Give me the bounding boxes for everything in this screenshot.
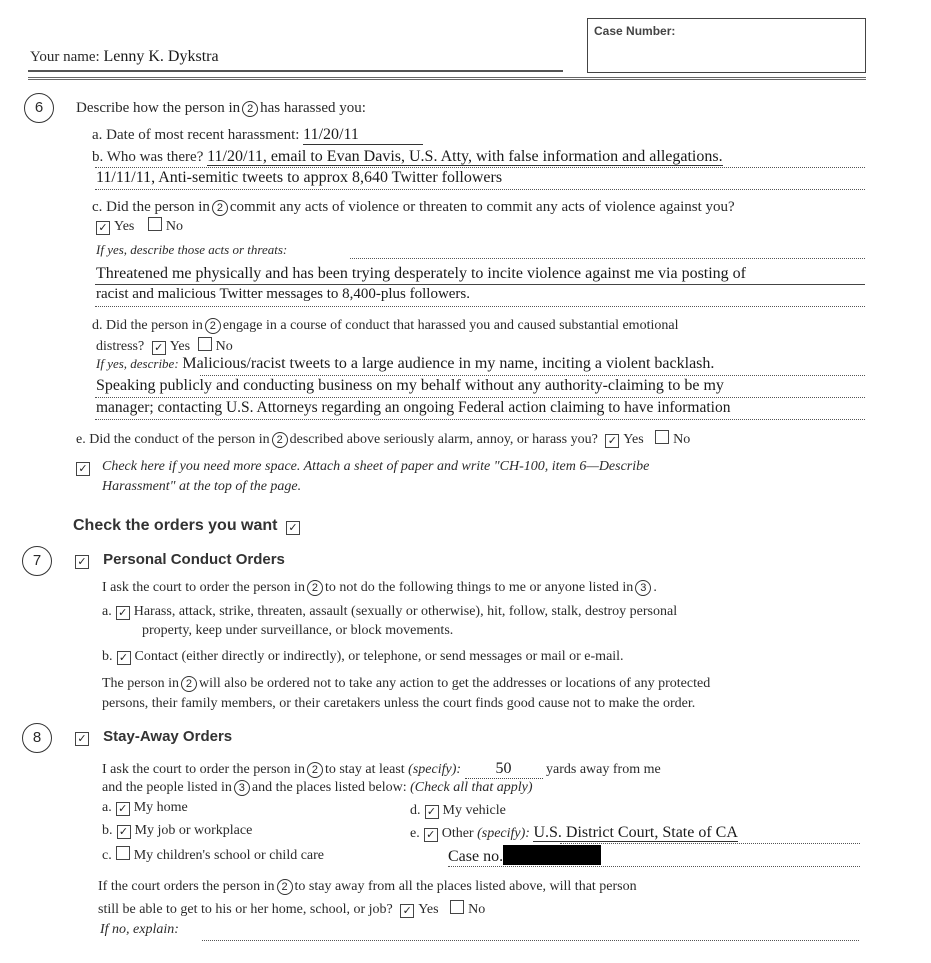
6d-describe-line1[interactable]: Malicious/racist tweets to a large audience in my name, inciting a violent backlash. xyxy=(182,355,715,372)
checkmark-icon: ✓ xyxy=(288,521,298,534)
orders-checkbox[interactable] xyxy=(286,521,300,535)
section-6-number: 6 xyxy=(24,93,54,123)
section-7-intro: I ask the court to order the person in 2 to not do the following things to me or anyone listed in 3 . xyxy=(102,580,657,595)
place-a: a. ✓ My home xyxy=(102,800,188,815)
section-6a: a. Date of most recent harassment: 11/20/11 xyxy=(92,126,423,145)
checkmark-icon: ✓ xyxy=(402,904,412,917)
more-space-checkbox[interactable] xyxy=(76,462,90,476)
place-c: c. My children's school or child care xyxy=(102,848,325,863)
checkmark-icon: ✓ xyxy=(118,651,129,664)
checkmark-icon: ✓ xyxy=(78,462,88,475)
ref-2-icon: 2 xyxy=(307,580,323,596)
6d-describe-line3[interactable]: manager; contacting U.S. Attorneys regarding an ongoing Federal action claiming to have information xyxy=(96,399,731,416)
section-7-title-row xyxy=(71,551,285,569)
place-d-checkbox[interactable] xyxy=(425,805,439,819)
checkmark-icon: ✓ xyxy=(426,805,437,818)
orders-heading: Check the orders you want ✓ xyxy=(73,517,304,535)
6e-yes-checkbox[interactable] xyxy=(605,434,619,448)
6c-yes-checkbox[interactable] xyxy=(96,221,110,235)
6d-no-checkbox[interactable] xyxy=(198,337,212,351)
section-7-number: 7 xyxy=(22,546,52,576)
ref-2-icon: 2 xyxy=(242,101,258,117)
other-place-field[interactable]: U.S. District Court, State of CA xyxy=(533,824,738,841)
who-was-there-line1[interactable]: 11/20/11, email to Evan Davis, U.S. Atty, with false information and allegations. xyxy=(207,148,723,165)
place-e: e. ✓ Other (specify): U.S. District Court, State of CA xyxy=(410,824,738,841)
checkmark-icon: ✓ xyxy=(154,341,164,354)
section-8-intro: I ask the court to order the person in 2 to stay at least (specify): 50 yards away from me xyxy=(102,760,661,777)
place-b: b. ✓ My job or workplace xyxy=(102,823,253,838)
checkmark-icon: ✓ xyxy=(426,828,436,841)
7a-checkbox[interactable] xyxy=(116,606,130,620)
checkmark-icon: ✓ xyxy=(98,221,108,234)
place-b-checkbox[interactable] xyxy=(117,825,131,839)
more-space-row xyxy=(72,459,94,476)
place-e-checkbox[interactable] xyxy=(424,828,438,842)
section-6c: c. Did the person in 2 commit any acts of violence or threaten to commit any acts of violence against you? xyxy=(92,199,735,215)
section-8-title: Stay-Away Orders xyxy=(103,728,233,745)
case-number-label: Case Number: xyxy=(594,24,676,38)
checkmark-icon: ✓ xyxy=(118,802,128,815)
section-7a: a. ✓ Harass, attack, strike, threaten, assault (sexually or otherwise), hit, follow, stalk, destroy personal xyxy=(102,604,678,619)
section-8-title-row xyxy=(71,728,232,746)
place-a-checkbox[interactable] xyxy=(116,802,130,816)
access-yes-checkbox[interactable] xyxy=(400,904,414,918)
ref-3-icon: 3 xyxy=(635,580,651,596)
ref-2-icon: 2 xyxy=(205,318,221,334)
name-label: Your name: xyxy=(30,49,100,65)
case-no-row xyxy=(448,845,601,866)
checkmark-icon: ✓ xyxy=(607,434,617,447)
case-no-label: Case no. xyxy=(448,848,504,865)
6e-no-checkbox[interactable] xyxy=(655,430,669,444)
section-6b: b. Who was there? 11/20/11, email to Evan Davis, U.S. Atty, with false information and allegations. xyxy=(92,148,723,165)
6c-describe-label: If yes, describe those acts or threats: xyxy=(96,242,288,257)
checkmark-icon: ✓ xyxy=(118,606,128,619)
section-7-note-line1: The person in 2 will also be ordered not to take any action to get the addresses or locations of any protected xyxy=(102,676,711,691)
section-8-number: 8 xyxy=(22,723,52,753)
access-line2: still be able to get to his or her home, school, or job? ✓ Yes No xyxy=(98,902,486,917)
section-8-line2: and the people listed in 3 and the places listed below: (Check all that apply) xyxy=(102,780,533,795)
checkmark-icon: ✓ xyxy=(77,555,87,568)
6e-yes-label: Yes xyxy=(623,432,644,447)
section-6d: d. Did the person in 2 engage in a course of conduct that harassed you and caused substantial emotional xyxy=(92,318,679,333)
place-d: d. ✓ My vehicle xyxy=(410,803,506,818)
6c-no-checkbox[interactable] xyxy=(148,217,162,231)
who-was-there-line2[interactable]: 11/11/11, Anti-semitic tweets to approx 8,640 Twitter followers xyxy=(96,169,503,186)
access-line1: If the court orders the person in 2 to stay away from all the places listed above, will that person xyxy=(98,879,637,894)
6d-yes-label: Yes xyxy=(169,339,191,354)
section-6d-options: distress? ✓ Yes No xyxy=(96,339,233,354)
redaction-block xyxy=(503,845,601,865)
section-7a-line2: property, keep under surveillance, or block movements. xyxy=(142,623,454,638)
access-no-checkbox[interactable] xyxy=(450,900,464,914)
date-recent-harassment-field[interactable]: 11/20/11 xyxy=(303,126,423,145)
6d-describe-line2[interactable]: Speaking publicly and conducting business on my behalf without any authority-claiming to be my xyxy=(96,377,724,394)
more-space-line1: Check here if you need more space. Attach a sheet of paper and write "CH-100, item 6—Describe xyxy=(102,459,650,474)
6d-yes-checkbox[interactable] xyxy=(152,341,166,355)
ref-2-icon: 2 xyxy=(212,200,228,216)
section-6c-options xyxy=(92,217,183,235)
section-6e: e. Did the conduct of the person in 2 described above seriously alarm, annoy, or harass you? ✓ Yes No xyxy=(76,432,691,447)
6d-no-label: No xyxy=(215,339,233,354)
access-yes-label: Yes xyxy=(418,902,439,917)
section-7-note-line2: persons, their family members, or their caretakers unless the court finds good cause not to make the order. xyxy=(102,696,696,711)
distance-yards-field[interactable]: 50 xyxy=(465,760,543,779)
explain-field[interactable] xyxy=(202,940,859,941)
section-7-title: Personal Conduct Orders xyxy=(103,551,285,568)
ref-3-icon: 3 xyxy=(234,780,250,796)
explain-label: If no, explain: xyxy=(100,922,179,937)
checkmark-icon: ✓ xyxy=(118,825,129,838)
ref-2-icon: 2 xyxy=(277,879,293,895)
checkmark-icon: ✓ xyxy=(77,732,87,745)
ref-2-icon: 2 xyxy=(181,676,197,692)
section-8-checkbox[interactable] xyxy=(75,732,89,746)
more-space-line2: Harassment" at the top of the page. xyxy=(102,479,302,494)
section-7-checkbox[interactable] xyxy=(75,555,89,569)
case-number-box[interactable] xyxy=(587,18,866,73)
ref-2-icon: 2 xyxy=(272,432,288,448)
section-7b: b. ✓ Contact (either directly or indirectly), or telephone, or send messages or mail or e-mail. xyxy=(102,649,624,664)
access-no-label: No xyxy=(468,902,486,917)
6c-describe-line2[interactable]: racist and malicious Twitter messages to 8,400-plus followers. xyxy=(96,286,471,302)
6c-yes-label: Yes xyxy=(114,219,135,234)
name-row xyxy=(30,48,219,66)
7b-checkbox[interactable] xyxy=(117,651,131,665)
name-field[interactable]: Lenny K. Dykstra xyxy=(103,48,219,65)
6c-no-label: No xyxy=(165,219,183,234)
6d-describe-row: If yes, describe: Malicious/racist tweets to a large audience in my name, inciting a violent backlash. xyxy=(96,355,715,372)
place-c-checkbox[interactable] xyxy=(116,846,130,860)
6c-describe-line1[interactable]: Threatened me physically and has been trying desperately to incite violence against me via posting of xyxy=(96,265,747,282)
section-6-intro: Describe how the person in 2 has harassed you: xyxy=(76,100,366,116)
ref-2-icon: 2 xyxy=(307,762,323,778)
6e-no-label: No xyxy=(673,432,691,447)
